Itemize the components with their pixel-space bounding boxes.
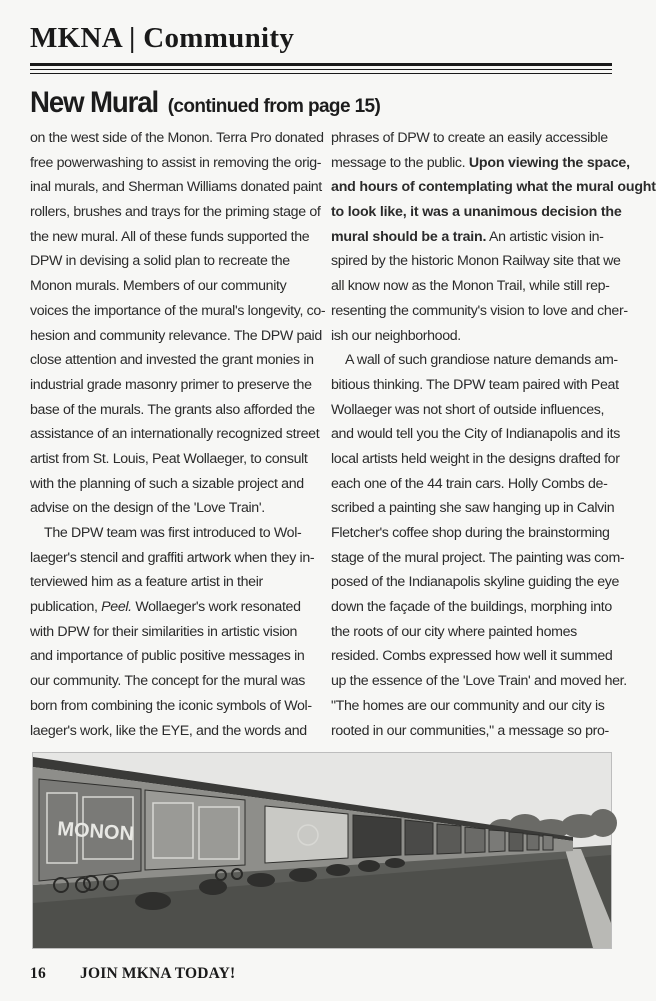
text-line: terviewed him as a feature artist in their bbox=[30, 574, 263, 591]
header-rule-thin bbox=[30, 73, 612, 74]
mural-photo bbox=[32, 752, 612, 949]
text-line: ish our neighborhood. bbox=[331, 327, 461, 344]
text-run: publication, bbox=[30, 599, 102, 616]
text-line: spired by the historic Monon Railway site that we bbox=[331, 253, 621, 270]
text-line: assistance of an internationally recognized street bbox=[30, 426, 320, 443]
text-line: base of the murals. The grants also afforded the bbox=[30, 401, 315, 418]
text-line bbox=[331, 200, 622, 225]
header-rule-thin bbox=[30, 69, 612, 70]
text-line: and importance of public positive messages in bbox=[30, 648, 305, 665]
bold-text-run: to look like, it was a unanimous decision the bbox=[331, 204, 622, 221]
bold-text-run: and hours of contemplating what the mural ought bbox=[331, 179, 656, 196]
bold-text-run: Upon viewing the space, bbox=[468, 154, 630, 171]
text-line: each one of the 44 train cars. Holly Combs de- bbox=[331, 475, 608, 492]
text-line bbox=[331, 151, 630, 176]
text-line: voices the importance of the mural's longevity, co- bbox=[30, 302, 326, 319]
text-line: hesion and community relevance. The DPW paid bbox=[30, 327, 322, 344]
article-headline bbox=[30, 86, 380, 120]
text-line: rooted in our communities," a message so pro- bbox=[331, 722, 609, 739]
text-line: laeger's work, like the EYE, and the words and bbox=[30, 722, 307, 739]
text-line bbox=[30, 595, 304, 620]
header-rule-thick bbox=[30, 63, 612, 66]
text-line: "The homes are our community and our city is bbox=[331, 697, 605, 714]
text-line: The DPW team was first introduced to Wol- bbox=[44, 525, 302, 541]
mural-sign-text: MONON bbox=[56, 818, 135, 846]
text-line: the roots of our city where painted homes bbox=[331, 623, 577, 640]
text-line: A wall of such grandiose nature demands am- bbox=[345, 352, 618, 369]
text-line: on the west side of the Monon. Terra Pro donated bbox=[30, 130, 324, 146]
text-line: close attention and invested the grant monies in bbox=[30, 352, 314, 369]
text-run: Wollaeger's work resonated bbox=[131, 599, 301, 616]
text-line: posed of the Indianapolis skyline guiding the eye bbox=[331, 574, 620, 591]
page-number: 16 bbox=[30, 965, 46, 982]
publication-title: Peel. bbox=[101, 599, 132, 616]
text-line: resided. Combs expressed how well it summed bbox=[331, 648, 613, 665]
text-run: An artistic vision in- bbox=[486, 228, 604, 245]
text-line: advise on the design of the 'Love Train'. bbox=[30, 500, 265, 517]
text-line: and would tell you the City of Indianapolis and its bbox=[331, 426, 620, 443]
text-line: rollers, brushes and trays for the priming stage of bbox=[30, 204, 321, 221]
page-footer bbox=[30, 965, 235, 983]
text-line: industrial grade masonry primer to preserve the bbox=[30, 376, 312, 393]
text-line: all know now as the Monon Trail, while still rep- bbox=[331, 278, 610, 295]
text-line: up the essence of the 'Love Train' and moved her. bbox=[331, 673, 627, 690]
text-line: resenting the community's vision to love and cher- bbox=[331, 302, 628, 319]
text-line: laeger's stencil and graffiti artwork when they in- bbox=[30, 549, 315, 566]
text-line: our community. The concept for the mural was bbox=[30, 673, 306, 690]
headline-title: New Mural bbox=[30, 86, 159, 119]
headline-continued: (continued from page 15) bbox=[167, 96, 381, 117]
text-line: local artists held weight in the designs drafted for bbox=[331, 450, 620, 467]
article-column-right bbox=[331, 126, 656, 743]
text-line bbox=[331, 175, 656, 200]
text-line: with DPW for their similarities in artistic vision bbox=[30, 623, 298, 640]
text-line: inal murals, and Sherman Williams donated paint bbox=[30, 179, 322, 196]
section-header: MKNA | Community bbox=[30, 22, 295, 54]
text-line: scribed a painting she saw hanging up in Calvin bbox=[331, 500, 615, 517]
text-run: message to the public. bbox=[331, 154, 469, 171]
text-line: stage of the mural project. The painting was com- bbox=[331, 549, 625, 566]
text-line: free powerwashing to assist in removing the orig- bbox=[30, 154, 322, 171]
text-line: down the façade of the buildings, morphing into bbox=[331, 599, 612, 616]
text-line: DPW in devising a solid plan to recreate the bbox=[30, 253, 290, 270]
text-line: artist from St. Louis, Peat Wollaeger, to consult bbox=[30, 450, 308, 467]
text-line: Monon murals. Members of our community bbox=[30, 278, 287, 295]
text-line: bitious thinking. The DPW team paired with Peat bbox=[331, 376, 619, 393]
article-column-left bbox=[30, 126, 326, 743]
text-line: Wollaeger was not short of outside influences, bbox=[331, 401, 605, 418]
text-line: Fletcher's coffee shop during the brainstorming bbox=[331, 525, 610, 541]
text-line: born from combining the iconic symbols of Wol- bbox=[30, 697, 312, 714]
mural-photo-graphic bbox=[33, 753, 611, 948]
text-line: the new mural. All of these funds supported the bbox=[30, 228, 310, 245]
bold-text-run: mural should be a train. bbox=[331, 228, 487, 245]
text-line: with the planning of such a sizable project and bbox=[30, 475, 304, 492]
footer-tagline: JOIN MKNA TODAY! bbox=[80, 965, 236, 982]
text-line bbox=[331, 225, 605, 250]
text-line: phrases of DPW to create an easily accessible bbox=[331, 130, 608, 146]
